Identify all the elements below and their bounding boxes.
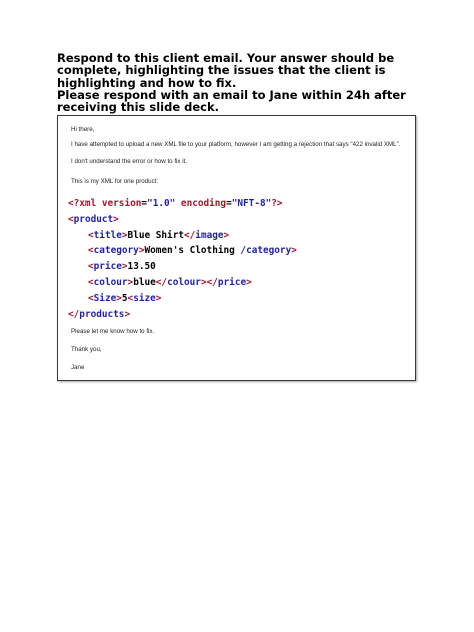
xml-token: encoding <box>175 198 227 209</box>
xml-token: title <box>93 229 122 241</box>
xml-token: < <box>68 213 74 225</box>
xml-token: > <box>116 292 122 304</box>
xml-token: < <box>88 229 94 241</box>
xml-token: products <box>79 308 125 320</box>
xml-token: < <box>88 245 94 257</box>
xml-line-5 <box>68 259 297 275</box>
xml-token: > <box>121 229 128 241</box>
xml-token: > <box>124 308 131 320</box>
email-intro: This is my XML for one product: <box>71 178 159 185</box>
xml-token: > <box>200 276 207 288</box>
xml-line-4 <box>68 243 297 259</box>
xml-token: version <box>101 198 142 209</box>
xml-token: image <box>195 229 224 241</box>
xml-token: > <box>223 229 230 241</box>
xml-token: 13.50 <box>127 261 156 273</box>
xml-line-3 <box>68 228 297 244</box>
xml-token: < <box>127 292 134 304</box>
xml-token: Size <box>93 292 117 304</box>
xml-token: category <box>93 245 139 257</box>
email-signature: Jane <box>71 364 85 371</box>
xml-line-2 <box>68 212 297 228</box>
xml-token: = <box>226 198 232 209</box>
task-instructions <box>57 52 427 113</box>
xml-token: ?> <box>271 198 283 209</box>
xml-token: size <box>133 292 156 304</box>
xml-token: Blue Shirt <box>127 229 184 241</box>
xml-token: price <box>93 261 122 273</box>
xml-token: </ <box>206 276 218 288</box>
xml-token: > <box>113 213 119 225</box>
xml-token: Women's Clothing <box>144 245 241 257</box>
xml-token: colour <box>93 276 128 288</box>
xml-token: "1.0" <box>147 198 176 209</box>
xml-line-8 <box>68 307 297 323</box>
xml-token: < <box>88 261 94 273</box>
xml-token: > <box>121 261 128 273</box>
xml-token: < <box>88 276 94 288</box>
xml-token: product <box>73 213 114 225</box>
xml-line-1 <box>68 196 297 212</box>
xml-token: > <box>155 292 162 304</box>
instruction-line-1: Respond to this client email. Your answer should be complete, highlighting the issues that the client is highlighting and how to fix. <box>57 51 395 90</box>
xml-token: < <box>88 292 94 304</box>
xml-token: <?xml <box>68 198 102 209</box>
email-signoff: Thank you, <box>71 346 102 353</box>
xml-token: </ <box>155 276 168 288</box>
xml-token: colour <box>167 276 201 288</box>
email-request: Please let me know how to fix. <box>71 328 155 335</box>
xml-token: > <box>127 276 134 288</box>
xml-token: > <box>246 276 252 288</box>
xml-token: </ <box>184 229 196 241</box>
instruction-line-2: Please respond with an email to Jane within 24h after receiving this slide deck. <box>57 87 406 115</box>
xml-token: 5 <box>121 292 128 304</box>
xml-line-7 <box>68 291 297 307</box>
xml-token: > <box>138 245 145 257</box>
email-body-1: I have attempted to upload a new XML file to your platform, however I am getting a rejection that says "422 invalid XML". <box>71 141 401 148</box>
xml-token: = <box>141 198 148 209</box>
xml-token: blue <box>133 276 156 288</box>
xml-token: /category <box>240 245 292 257</box>
xml-code-block <box>68 196 297 322</box>
xml-token: "NFT-8" <box>231 198 272 209</box>
client-email-card <box>57 115 416 381</box>
xml-token: </ <box>68 308 80 320</box>
xml-line-6 <box>68 275 297 291</box>
email-body-2: I don't understand the error or how to fix it. <box>71 158 188 165</box>
xml-token: > <box>291 245 297 257</box>
email-greeting: Hi there, <box>71 126 95 133</box>
xml-token: price <box>217 276 247 288</box>
